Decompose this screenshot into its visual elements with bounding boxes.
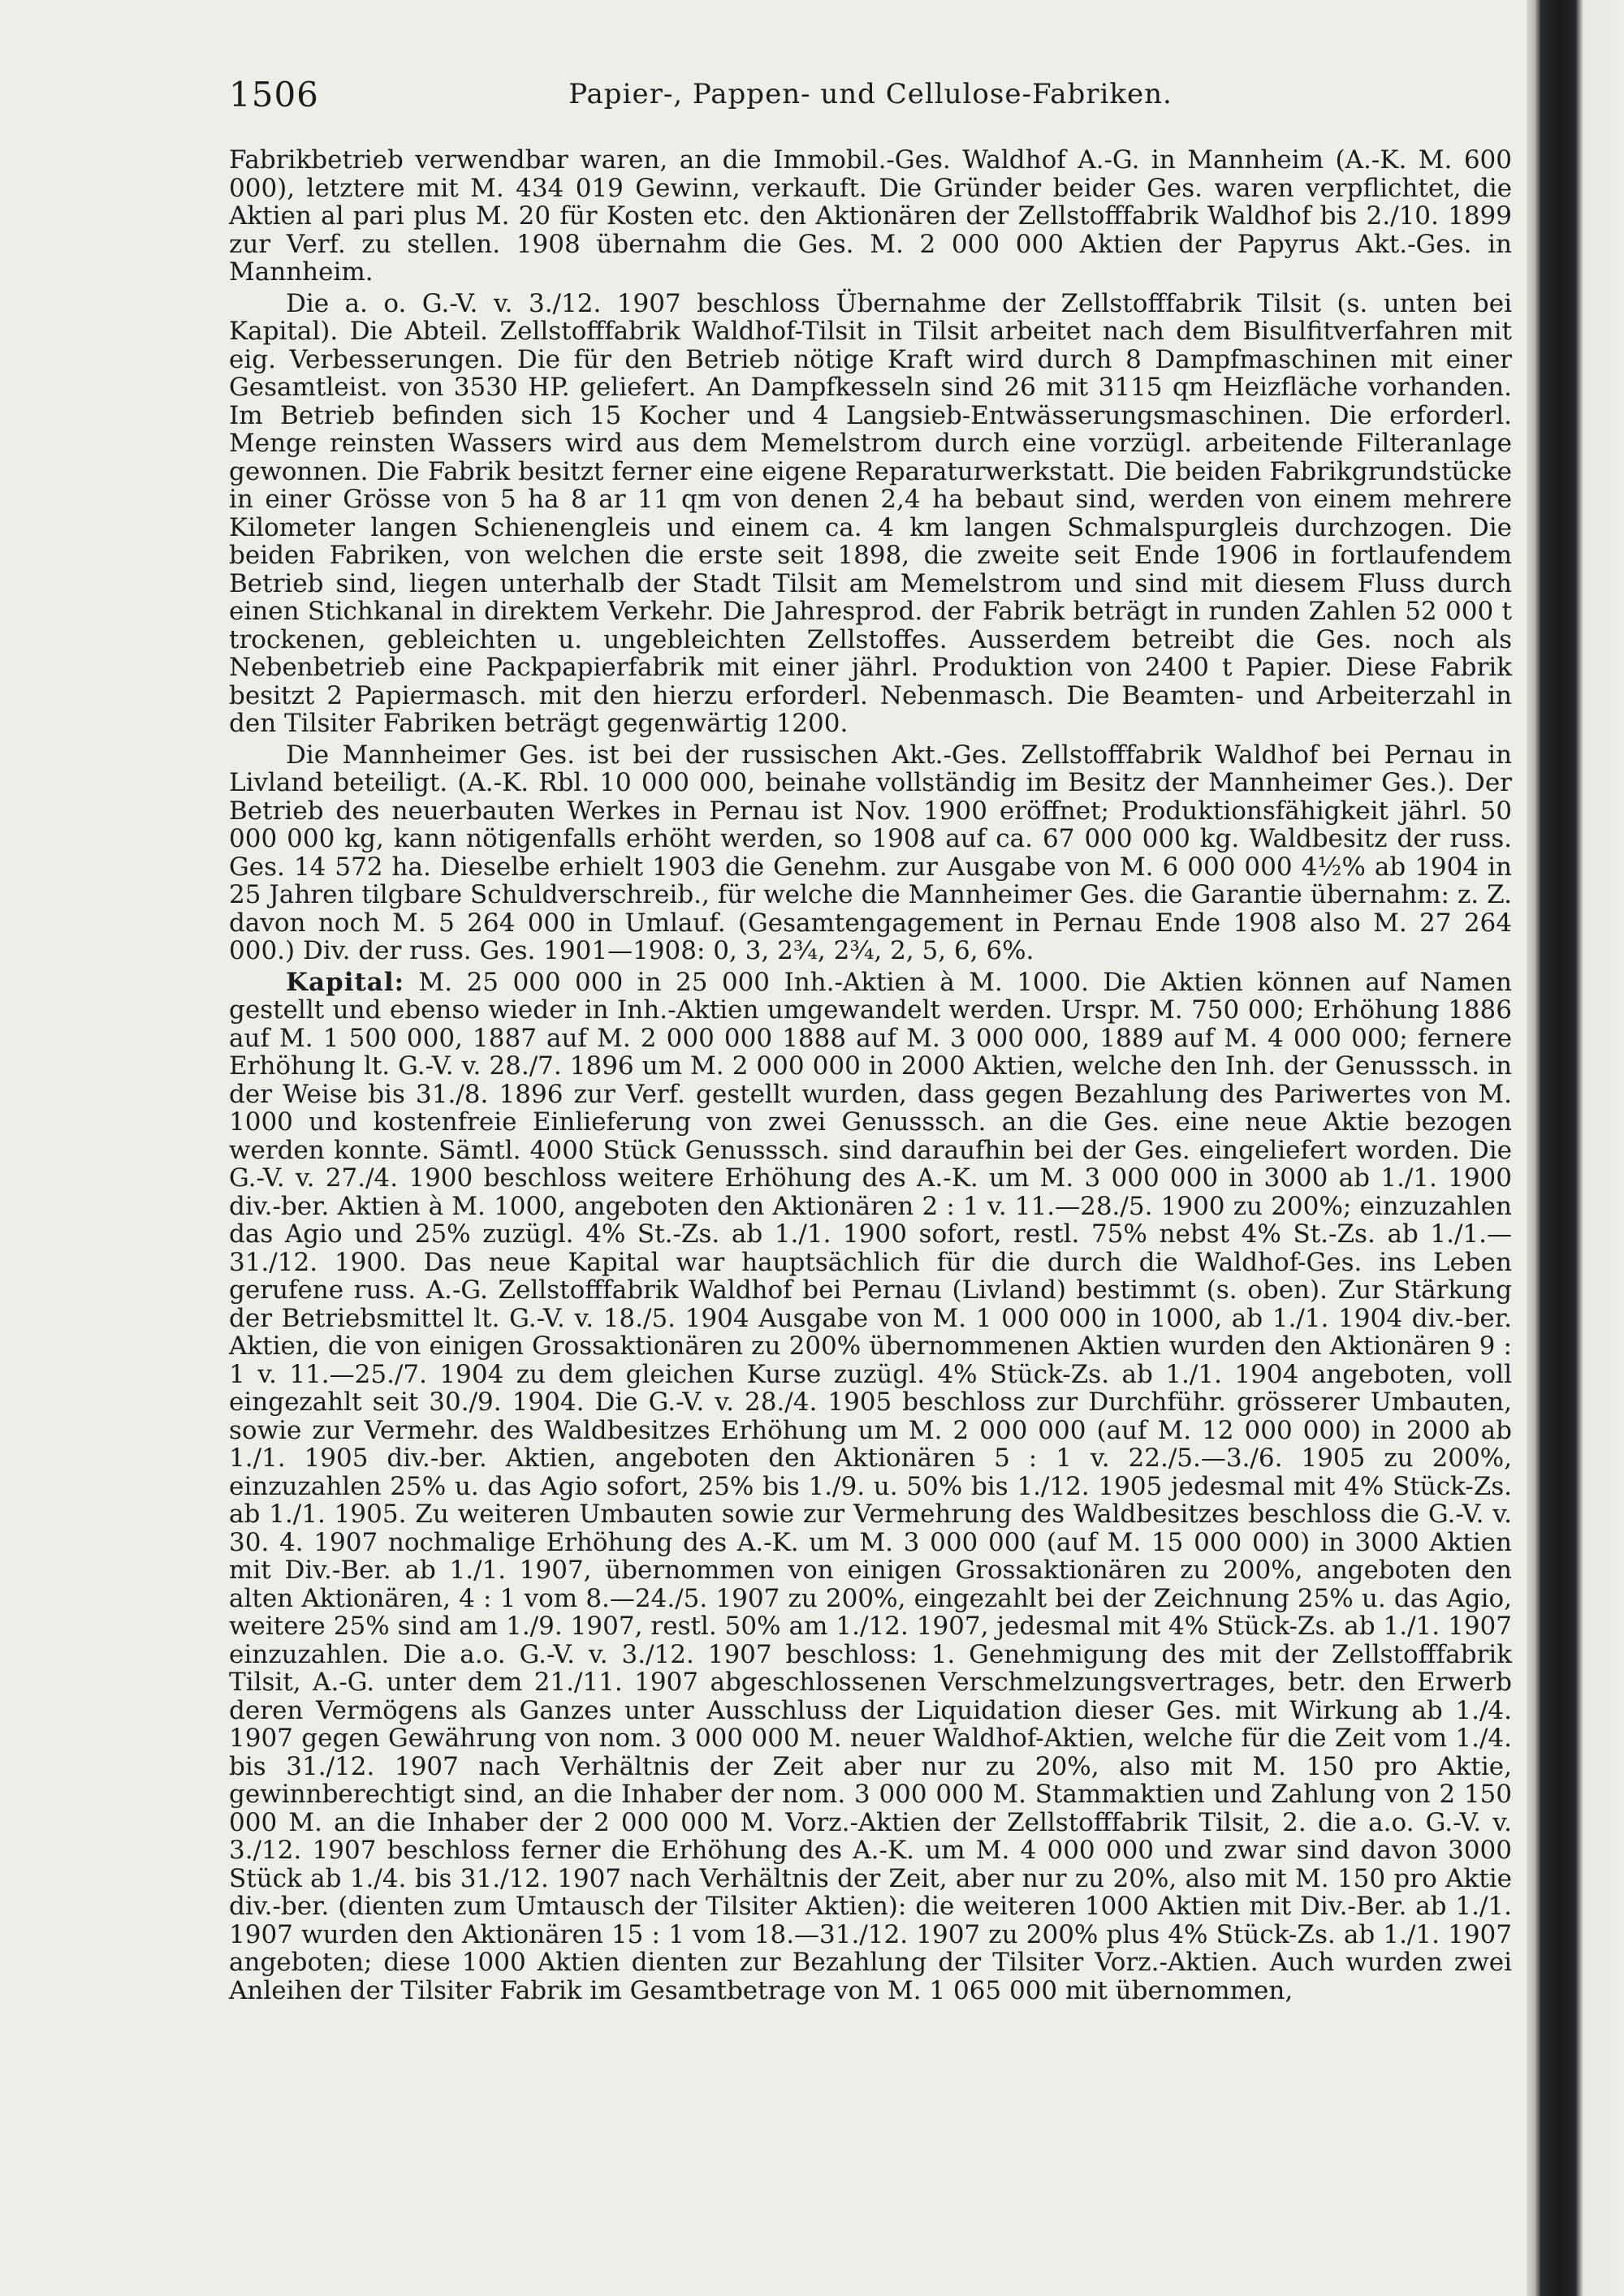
page-number: 1506 [229,75,319,114]
paragraph-pernau: Die Mannheimer Ges. ist bei der russischen Akt.-Ges. Zellstofffabrik Waldhof bei Pernau in Livland beteiligt. (A.-K. Rbl. 10 000 000, beinahe vollständig im Besitz der Mannheimer Ges.). Der Betrieb des neuerbauten Werkes in Pernau ist Nov. 1900 eröffnet; Produktionsfähigkeit jährl. 50 000 000 kg, kann nötigenfalls erhöht werden, so 1908 auf ca. 67 000 000 kg. Waldbesitz der russ. Ges. 14 572 ha. Dieselbe erhielt 1903 die Genehm. zur Ausgabe von M. 6 000 000 4½% ab 1904 in 25 Jahren tilgbare Schuldverschreib., für welche die Mannheimer Ges. die Garantie übernahm: z. Z. davon noch M. 5 264 000 in Umlauf. (Gesamtengagement in Pernau Ende 1908 also M. 27 264 000.) Div. der russ. Ges. 1901—1908: 0, 3, 2¾, 2¾, 2, 5, 6, 6%. [229,740,1512,965]
paragraph-tilsit: Die a. o. G.-V. v. 3./12. 1907 beschloss Übernahme der Zellstofffabrik Tilsit (s. unten bei Kapital). Die Abteil. Zellstofffabrik Waldhof-Tilsit in Tilsit arbeitet nach dem Bisulfitverfahren mit eig. Verbesserungen. Die für den Betrieb nötige Kraft wird durch 8 Dampfmaschinen mit einer Gesamtleist. von 3530 HP. geliefert. An Dampfkesseln sind 26 mit 3115 qm Heizfläche vorhanden. Im Betrieb befinden sich 15 Kocher und 4 Langsieb-Entwässerungsmaschinen. Die erforderl. Menge reinsten Wassers wird aus dem Memelstrom durch eine vorzügl. arbeitende Filteranlage gewonnen. Die Fabrik besitzt ferner eine eigene Reparaturwerkstatt. Die beiden Fabrikgrundstücke in einer Grösse von 5 ha 8 ar 11 qm von denen 2,4 ha bebaut sind, werden von einem mehrere Kilometer langen Schienengleis und einem ca. 4 km langen Schmalspurgleis durchzogen. Die beiden Fabriken, von welchen die erste seit 1898, die zweite seit Ende 1906 in fortlaufendem Betrieb sind, liegen unterhalb der Stadt Tilsit am Memelstrom und sind mit diesem Fluss durch einen Stichkanal in direktem Verkehr. Die Jahresprod. der Fabrik beträgt in runden Zahlen 52 000 t trockenen, gebleichten u. ungebleichten Zellstoffes. Ausserdem betreibt die Ges. noch als Nebenbetrieb eine Packpapierfabrik mit einer jährl. Produktion von 2400 t Papier. Diese Fabrik besitzt 2 Papiermasch. mit den hierzu erforderl. Nebenmasch. Die Beamten- und Arbeiterzahl in den Tilsiter Fabriken beträgt gegenwärtig 1200. [229,288,1512,738]
kapital-label: Kapital: [286,967,405,997]
page-header [229,75,1512,123]
paragraph-kapital [229,969,1512,2005]
scan-binding-edge [1527,0,1624,2296]
body-text [229,146,1512,2008]
paragraph-continuation: Fabrikbetrieb verwendbar waren, an die Immobil.-Ges. Waldhof A.-G. in Mannheim (A.-K. M. 600 000), letztere mit M. 434 019 Gewinn, verkauft. Die Gründer beider Ges. waren verpflichtet, die Aktien al pari plus M. 20 für Kosten etc. den Aktionären der Zellstofffabrik Waldhof bis 2./10. 1899 zur Verf. zu stellen. 1908 übernahm die Ges. M. 2 000 000 Aktien der Papyrus Akt.-Ges. in Mannheim. [229,145,1512,287]
kapital-text: M. 25 000 000 in 25 000 Inh.-Aktien à M. 1000. Die Aktien können auf Namen gestellt und ebenso wieder in Inh.-Aktien umgewandelt werden. Urspr. M. 750 000; Erhöhung 1886 auf M. 1 500 000, 1887 auf M. 2 000 000 1888 auf M. 3 000 000, 1889 auf M. 4 000 000; fernere Erhöhung lt. G.-V. v. 28./7. 1896 um M. 2 000 000 in 2000 Aktien, welche den Inh. der Genusssch. in der Weise bis 31./8. 1896 zur Verf. gestellt wurden, dass gegen Bezahlung des Pariwertes von M. 1000 und kostenfreie Einlieferung von zwei Genusssch. an die Ges. eine neue Aktie bezogen werden konnte. Sämtl. 4000 Stück Genusssch. sind daraufhin bei der Ges. eingeliefert worden. Die G.-V. v. 27./4. 1900 beschloss weitere Erhöhung des A.-K. um M. 3 000 000 in 3000 ab 1./1. 1900 div.-ber. Aktien à M. 1000, angeboten den Aktionären 2 : 1 v. 11.—28./5. 1900 zu 200%; einzuzahlen das Agio und 25% zuzügl. 4% St.-Zs. ab 1./1. 1900 sofort, restl. 75% nebst 4% St.-Zs. ab 1./1.—31./12. 1900. Das neue Kapital war hauptsächlich für die durch die Waldhof-Ges. ins Leben gerufene russ. A.-G. Zellstofffabrik Waldhof bei Pernau (Livland) bestimmt (s. oben). Zur Stärkung der Betriebsmittel lt. G.-V. v. 18./5. 1904 Ausgabe von M. 1 000 000 in 1000, ab 1./1. 1904 div.-ber. Aktien, die von einigen Grossaktionären zu 200% übernommenen Aktien wurden den Aktionären 9 : 1 v. 11.—25./7. 1904 zu dem gleichen Kurse zuzügl. 4% Stück-Zs. ab 1./1. 1904 angeboten, voll eingezahlt seit 30./9. 1904. Die G.-V. v. 28./4. 1905 beschloss zur Durchführ. grösserer Umbauten, sowie zur Vermehr. des Waldbesitzes Erhöhung um M. 2 000 000 (auf M. 12 000 000) in 2000 ab 1./1. 1905 div.-ber. Aktien, angeboten den Aktionären 5 : 1 v. 22./5.—3./6. 1905 zu 200%, einzuzahlen 25% u. das Agio sofort, 25% bis 1./9. u. 50% bis 1./12. 1905 jedesmal mit 4% Stück-Zs. ab 1./1. 1905. Zu weiteren Umbauten sowie zur Vermehrung des Waldbesitzes beschloss die G.-V. v. 30. 4. 1907 nochmalige Erhöhung des A.-K. um M. 3 000 000 (auf M. 15 000 000) in 3000 Aktien mit Div.-Ber. ab 1./1. 1907, übernommen von einigen Grossaktionären zu 200%, angeboten den alten Aktionären, 4 : 1 vom 8.—24./5. 1907 zu 200%, eingezahlt bei der Zeichnung 25% u. das Agio, weitere 25% sind am 1./9. 1907, restl. 50% am 1./12. 1907, jedesmal mit 4% Stück-Zs. ab 1./1. 1907 einzuzahlen. Die a.o. G.-V. v. 3./12. 1907 beschloss: 1. Genehmigung des mit der Zellstofffabrik Tilsit, A.-G. unter dem 21./11. 1907 abgeschlossenen Verschmelzungsvertrages, betr. den Erwerb deren Vermögens als Ganzes unter Ausschluss der Liquidation dieser Ges. mit Wirkung ab 1./4. 1907 gegen Gewährung von nom. 3 000 000 M. neuer Waldhof-Aktien, welche für die Zeit vom 1./4. bis 31./12. 1907 nach Verhältnis der Zeit aber nur zu 20%, also mit M. 150 pro Aktie, gewinnberechtigt sind, an die Inhaber der nom. 3 000 000 M. Stammaktien und Zahlung von 2 150 000 M. an die Inhaber der 2 000 000 M. Vorz.-Aktien der Zellstofffabrik Tilsit, 2. die a.o. G.-V. v. 3./12. 1907 beschloss ferner die Erhöhung des A.-K. um M. 4 000 000 und zwar sind davon 3000 Stück ab 1./4. bis 31./12. 1907 nach Verhältnis der Zeit, aber nur zu 20%, also mit M. 150 pro Aktie div.-ber. (dienten zum Umtausch der Tilsiter Aktien): die weiteren 1000 Aktien mit Div.-Ber. ab 1./1. 1907 wurden den Aktionären 15 : 1 vom 18.—31./12. 1907 zu 200% plus 4% Stück-Zs. ab 1./1. 1907 angeboten; diese 1000 Aktien dienten zur Bezahlung der Tilsiter Vorz.-Aktien. Auch wurden zwei Anleihen der Tilsiter Fabrik im Gesamtbetrage von M. 1 065 000 mit übernommen, [229,967,1512,2005]
running-title: Papier-, Pappen- und Cellulose-Fabriken. [568,78,1173,110]
